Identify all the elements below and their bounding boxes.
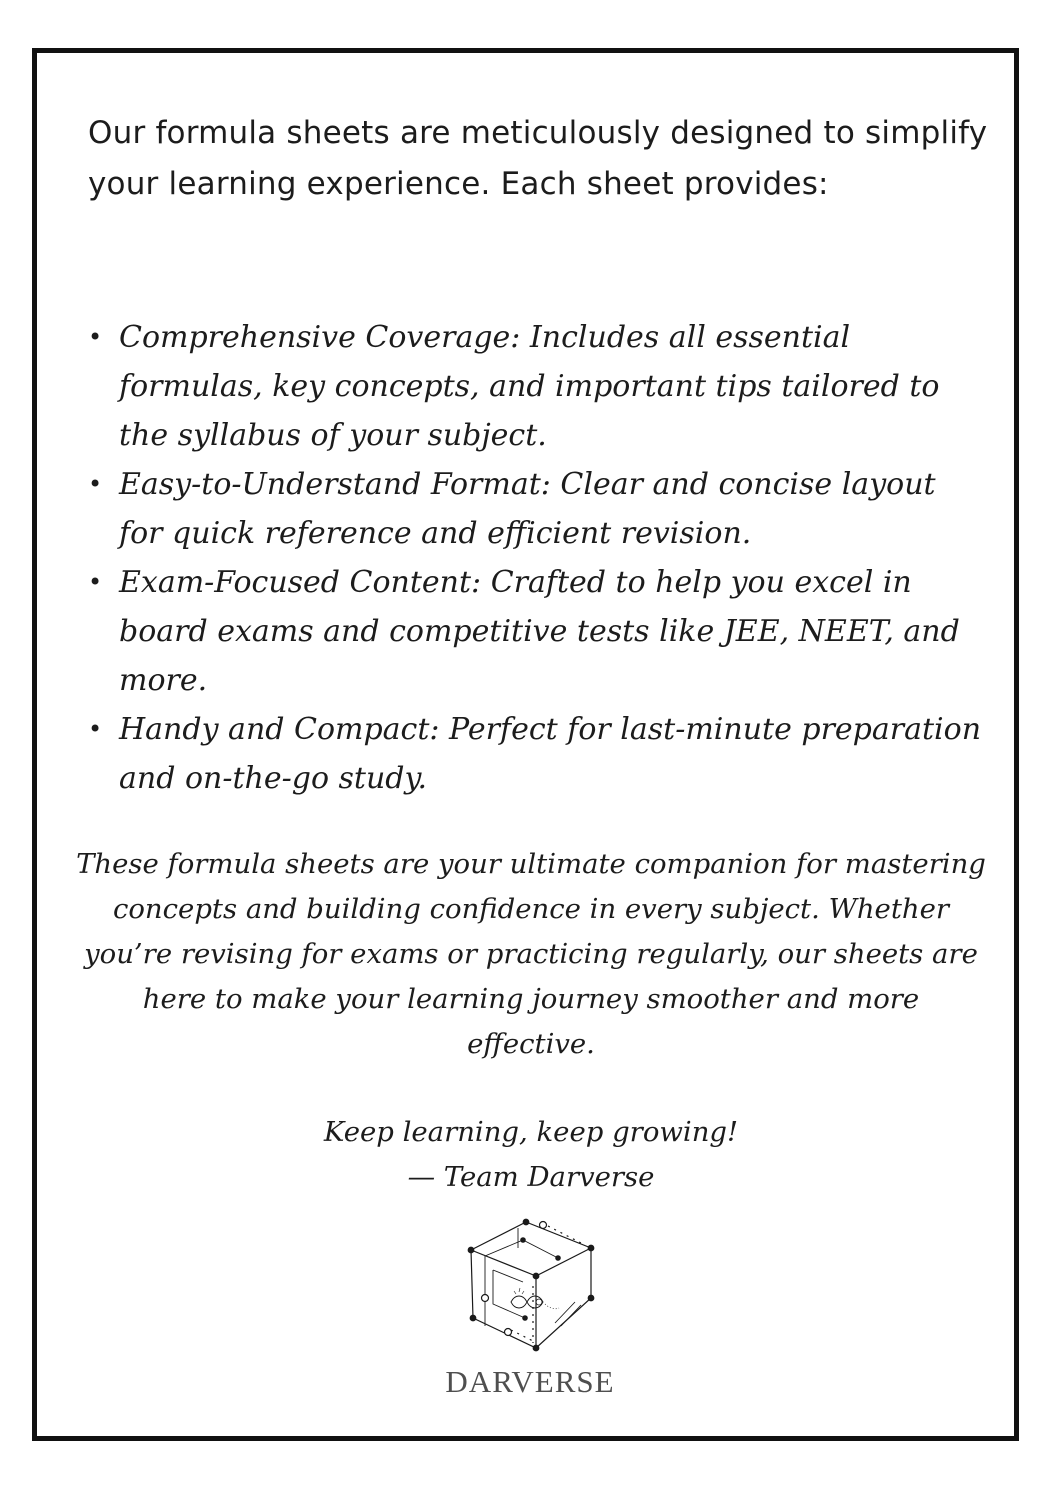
closing-paragraph: These formula sheets are your ultimate companion for mastering concepts and building confidence in every subject. Whether you’re revising for exams or practicing regularly, our sheets are here to make your learning journey smoother and more effective. [76,848,986,1060]
signoff [76,1110,986,1200]
bullet-icon: • [88,323,103,351]
feature-text: Handy and Compact: Perfect for last-minute preparation and on-the-go study. [119,712,982,796]
list-item [88,705,988,803]
bullet-icon: • [88,715,103,743]
feature-list [88,313,988,803]
brand-name: DARVERSE [445,1364,615,1399]
bullet-icon: • [88,568,103,596]
feature-text: Exam-Focused Content: Crafted to help you excel in board exams and competitive tests like JEE, NEET, and more. [119,565,960,698]
signoff-team: — Team Darverse [407,1161,655,1193]
bullet-icon: • [88,470,103,498]
list-item [88,558,988,705]
intro-paragraph: Our formula sheets are meticulously designed to simplify your learning experience. Each sheet provides: [88,115,988,202]
signoff-motto: Keep learning, keep growing! [323,1116,739,1148]
feature-text: Easy-to-Understand Format: Clear and concise layout for quick reference and efficient revision. [119,467,936,551]
feature-text: Comprehensive Coverage: Includes all essential formulas, key concepts, and important tips tailored to the syllabus of your subject. [119,320,940,453]
list-item [88,313,988,460]
list-item [88,460,988,558]
cube-logo-icon [463,1218,598,1353]
